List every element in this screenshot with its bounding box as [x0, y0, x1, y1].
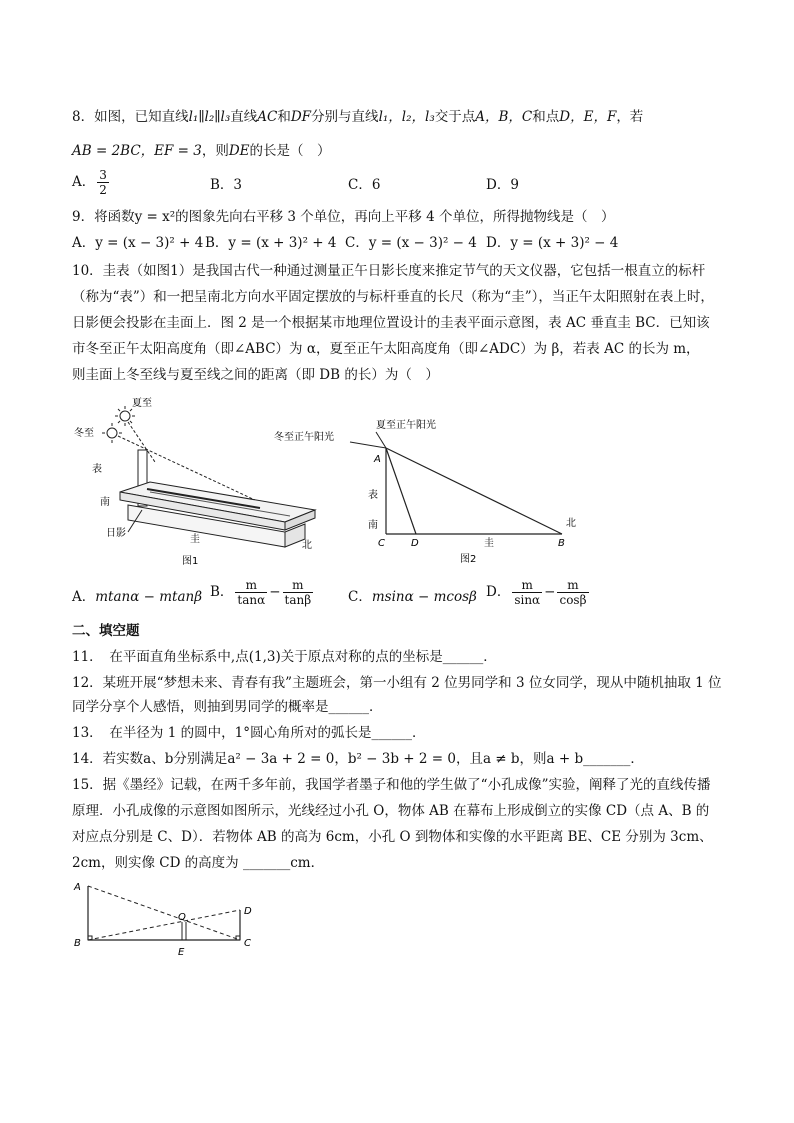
q10-stem-line3: 日影便会投影在圭面上．图 2 是一个根据某市地理位置设计的圭表平面示意图，表 AC 垂直圭 BC．已知该 — [72, 315, 710, 331]
q12-stem-line1: 12．某班开展“梦想未来、青春有我”主题班会，第一小组有 2 位男同学和 3 位女同学，现从中随机抽取 1 位 — [72, 675, 722, 691]
q13-stem: 13． 在半径为 1 的圆中，1°圆心角所对的弧长是______． — [72, 725, 426, 741]
fig1-north-label: 北 — [302, 540, 312, 551]
q10-stem-line1: 10．圭表（如图1）是我国古代一种通过测量正午日影长度来推定节气的天文仪器，它包括一根直立的标杆 — [72, 263, 706, 279]
q15-pinhole-diagram — [66, 876, 266, 960]
summer-sun-icon — [115, 406, 135, 426]
fig2-point-d: D — [411, 538, 419, 549]
fig2-gui-label: 圭 — [484, 538, 494, 549]
q8-option-d: D．9 — [486, 177, 519, 193]
q10-option-d: D． $\frac{m}{\sin\alpha}$ − $\frac{m}{\cos\beta}$ — [486, 578, 587, 607]
q8-option-a: A． $\frac{3}{2}$ — [72, 168, 107, 197]
q15-point-d: D — [244, 906, 252, 917]
q8-option-b: B．3 — [210, 177, 243, 193]
fig2-caption: 图2 — [460, 554, 477, 565]
fig1-winter-label: 冬至 — [74, 428, 94, 439]
q15-stem-line3: 对应点分别是 C、D）．若物体 AB 的高为 6cm，小孔 O 到物体和实像的水平距离 BE、CE 分别为 3cm、 — [72, 829, 713, 845]
q9-option-b: B．y = (x + 3)² + 4 — [205, 235, 337, 251]
section-fill-in-blank-heading: 二、填空题 — [72, 623, 140, 639]
q10-stem-line4: 市冬至正午太阳高度角（即∠ABC）为 α，夏至正午太阳高度角（即∠ADC）为 β，若表 AC 的长为 m， — [72, 341, 700, 357]
q10-option-b: B． $\frac{m}{\tan\alpha}$ − $\frac{m}{\tan\beta}$ — [210, 578, 312, 607]
winter-sun-icon — [102, 423, 122, 443]
fig2-point-c: C — [378, 538, 385, 549]
fig2-gnomon-label: 表 — [368, 490, 378, 501]
q15-point-b: B — [74, 938, 81, 949]
fig1-shadow-label: 日影 — [106, 528, 126, 539]
q15-point-e: E — [178, 947, 185, 958]
q9-option-d: D．y = (x + 3)² − 4 — [486, 235, 619, 251]
q9-option-c: C．y = (x − 3)² − 4 — [345, 235, 477, 251]
fig2-point-b: B — [558, 538, 565, 549]
fig1-caption: 图1 — [182, 556, 199, 567]
q8-option-c: C．6 — [348, 177, 381, 193]
q12-stem-line2: 同学分享个人感悟，则抽到男同学的概率是______． — [72, 699, 383, 715]
q14-stem: 14．若实数a、b分别满足a² − 3a + 2 = 0，b² − 3b + 2 = 0，且a ≠ b，则a + b_______． — [72, 751, 644, 767]
q11-stem: 11． 在平面直角坐标系中,点(1,3)关于原点对称的点的坐标是______． — [72, 649, 497, 665]
fig1-south-label: 南 — [100, 497, 110, 508]
fig2-point-a: A — [374, 454, 381, 465]
fig1-gui-label: 圭 — [190, 534, 200, 545]
q15-stem-line2: 原理．小孔成像的示意图如图所示，光线经过小孔 O，物体 AB 在幕布上形成倒立的实像 CD（点 A、B 的 — [72, 803, 710, 819]
fig2-winter-ray-label: 冬至正午阳光 — [274, 432, 334, 443]
q9-stem: 9．将函数y = x²的图象先向右平移 3 个单位，再向上平移 4 个单位，所得抛物线是（ ） — [72, 209, 615, 225]
fig1-gnomon-label: 表 — [92, 464, 102, 475]
q8-stem-line1: 8．如图，已知直线l₁∥l₂∥l₃直线AC和DF分别与直线l₁，l₂，l₃交于点A，B，C和点D，E，F，若 — [72, 109, 644, 125]
q15-point-o: O — [178, 912, 186, 923]
q10-option-a: A．mtanα − mtanβ — [72, 589, 203, 605]
fig2-summer-ray-label: 夏至正午阳光 — [376, 420, 436, 431]
fig2-south-label: 南 — [368, 520, 378, 531]
fig1-summer-label: 夏至 — [132, 398, 152, 409]
q8-stem-line2: AB = 2BC，EF = 3，则DE的长是（ ） — [72, 143, 331, 159]
q10-option-c: C．msinα − mcosβ — [348, 589, 477, 605]
figure-2-gnomon-diagram — [270, 412, 590, 572]
q10-stem-line2: （称为“表”）和一把呈南北方向水平固定摆放的与标杆垂直的长尺（称为“圭”），当正午太阳照射在表上时， — [72, 289, 714, 305]
q15-stem-line1: 15．据《墨经》记载，在两千多年前，我国学者墨子和他的学生做了“小孔成像”实验，阐释了光的直线传播 — [72, 777, 711, 793]
q15-point-a: A — [74, 882, 81, 893]
q10-stem-line5: 则圭面上冬至线与夏至线之间的距离（即 DB 的长）为（ ） — [72, 367, 439, 383]
q9-option-a: A．y = (x − 3)² + 4 — [72, 235, 204, 251]
fig2-north-label: 北 — [566, 518, 576, 529]
q15-stem-line4: 2cm，则实像 CD 的高度为 _______cm． — [72, 855, 325, 871]
q15-point-c: C — [244, 938, 251, 949]
